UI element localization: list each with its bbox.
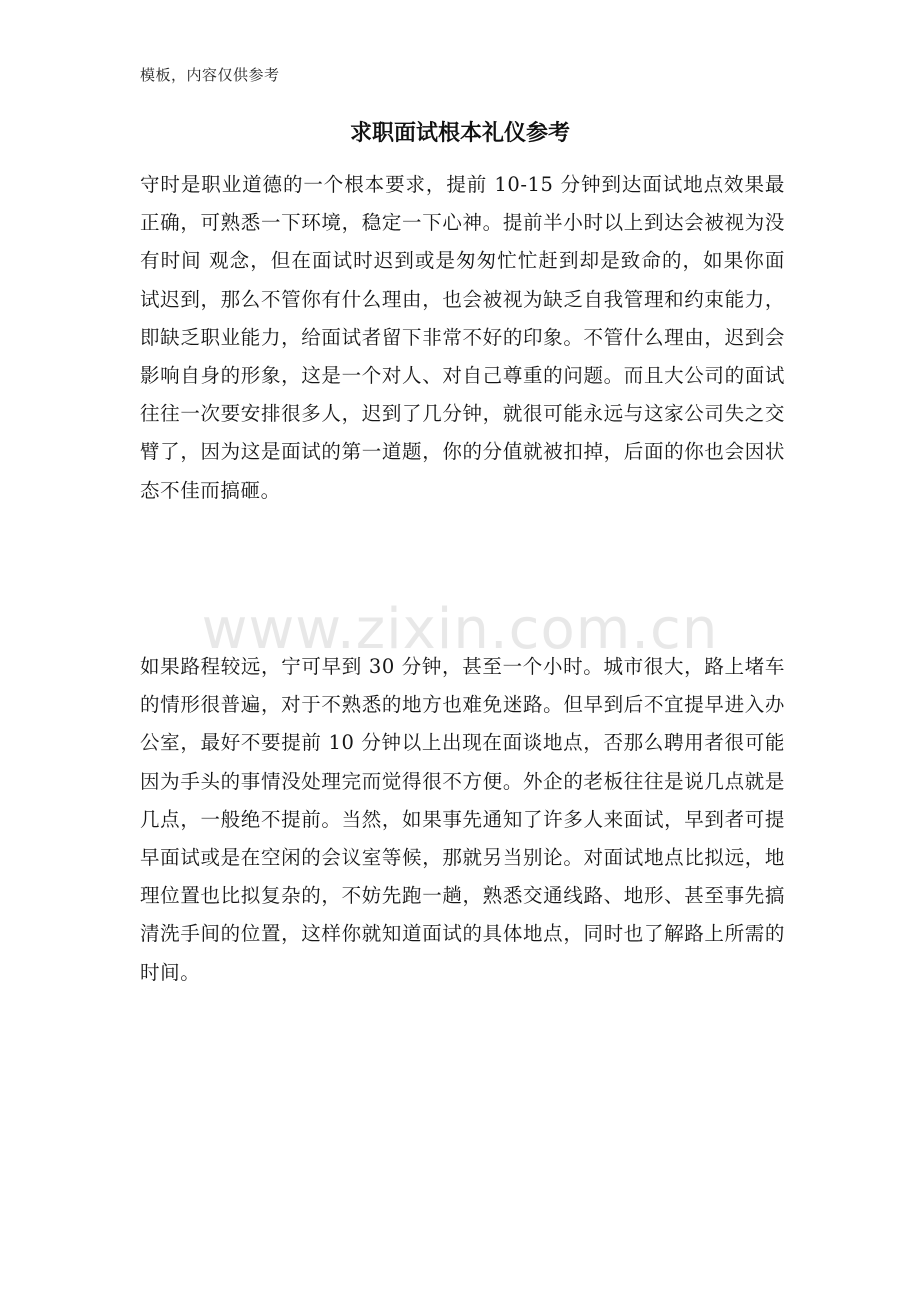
header-note: 模板，内容仅供参考 xyxy=(140,66,280,84)
paragraph-arrive-early: 如果路程较远，宁可早到 30 分钟，甚至一个小时。城市很大，路上堵车的情形很普遍，对于不熟悉的地方也难免迷路。但早到后不宜提早进入办公室，最好不要提前 10 分钟以上出现在面谈地点，否那么聘用者很可能因为手头的事情没处理完而觉得很不方便。外企的老板往往是说几点就是几点，一般绝不提前。当然，如果事先通知了许多人来面试，早到者可提早面试或是在空闲的会议室等候，那就另当别论。对面试地点比拟远，地理位置也比拟复杂的，不妨先跑一趟，熟悉交通线路、地形、甚至事先搞清洗手间的位置，这样你就知道面试的具体地点，同时也了解路上所需的时间。 xyxy=(140,655,785,984)
paragraph-punctuality: 守时是职业道德的一个根本要求，提前 10-15 分钟到达面试地点效果最正确，可熟悉一下环境，稳定一下心神。提前半小时以上到达会被视为没有时间 观念，但在面试时迟到或是匆匆忙忙赶到却是致命的，如果你面试迟到，那么不管你有什么理由，也会被视为缺乏自我管理和约束能力，即缺乏职业能力，给面试者留下非常不好的印象。不管什么理由，迟到会影响自身的形象，这是一个对人、对自己尊重的问题。而且大公司的面试往往一次要安排很多人，迟到了几分钟，就很可能永远与这家公司失之交臂了，因为这是面试的第一道题，你的分值就被扣掉，后面的你也会因状态不佳而搞砸。 xyxy=(140,173,785,502)
document-title: 求职面试根本礼仪参考 xyxy=(349,121,570,146)
watermark-text: www.zixin.com.cn xyxy=(201,597,719,662)
